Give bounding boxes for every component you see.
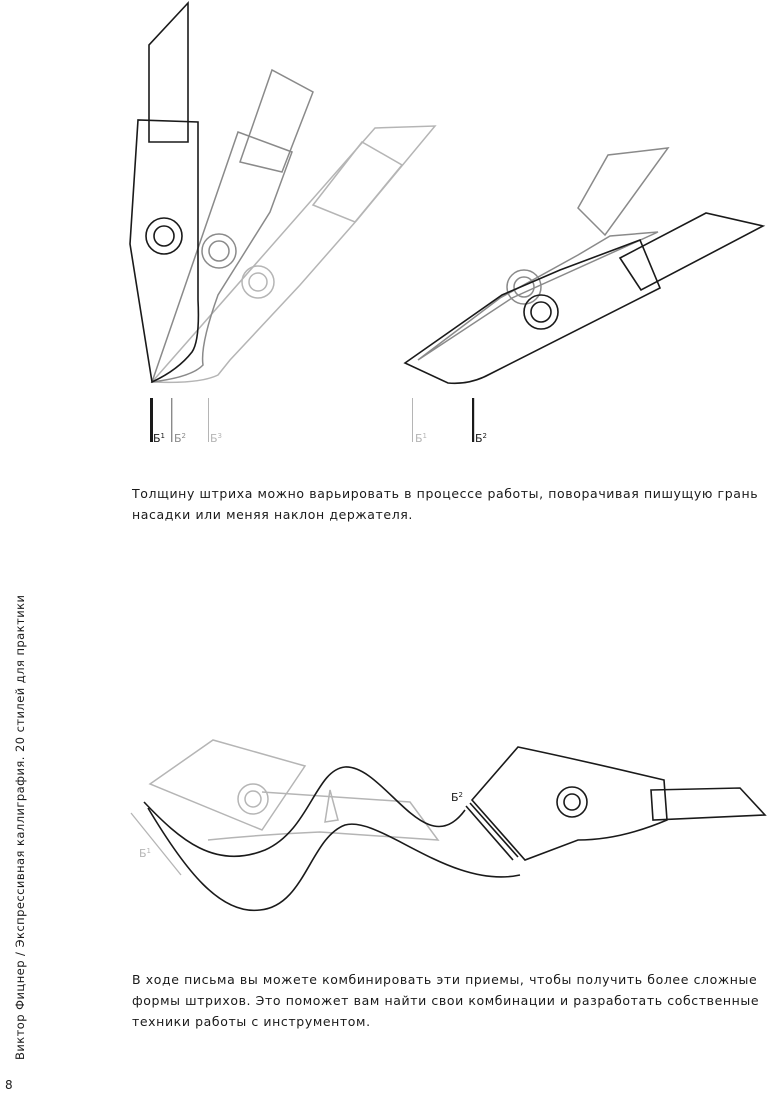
label-b3: $Б^3$ (210, 432, 223, 445)
holder-b3 (152, 126, 435, 382)
figure-combined-stroke (0, 720, 768, 930)
stroke-ribbon (144, 767, 520, 910)
running-head: Виктор Фицнер / Экспрессивная каллиграфия. 20 стилей для практики (13, 594, 27, 1060)
holder-b1 (130, 3, 198, 382)
label-right-b1: $Б^1$ (415, 432, 428, 445)
label-b1: $Б^1$ (153, 432, 166, 445)
caption-combination: В ходе письма вы можете комбинировать эти приемы, чтобы получить более сложные формы штрихов. Это поможет вам найти свои комбинации и разработать собственные техники работы с инструментом. (132, 972, 760, 1029)
label-b2: $Б^2$ (174, 432, 187, 445)
ghost-holders (150, 740, 438, 840)
label-right-b2: $Б^2$ (475, 432, 488, 445)
figure-nib-rotation (0, 0, 768, 460)
page-number: 8 (5, 1078, 13, 1092)
label-bottom-b2: $Б^2$ (451, 791, 464, 804)
label-bottom-b1: $Б^1$ (139, 847, 152, 860)
pen-holder (466, 747, 765, 860)
holder-right-dark (405, 213, 763, 383)
caption-stroke-width: Толщину штриха можно варьировать в процессе работы, поворачивая пишущую грань насадки или меняя наклон держателя. (132, 486, 759, 522)
